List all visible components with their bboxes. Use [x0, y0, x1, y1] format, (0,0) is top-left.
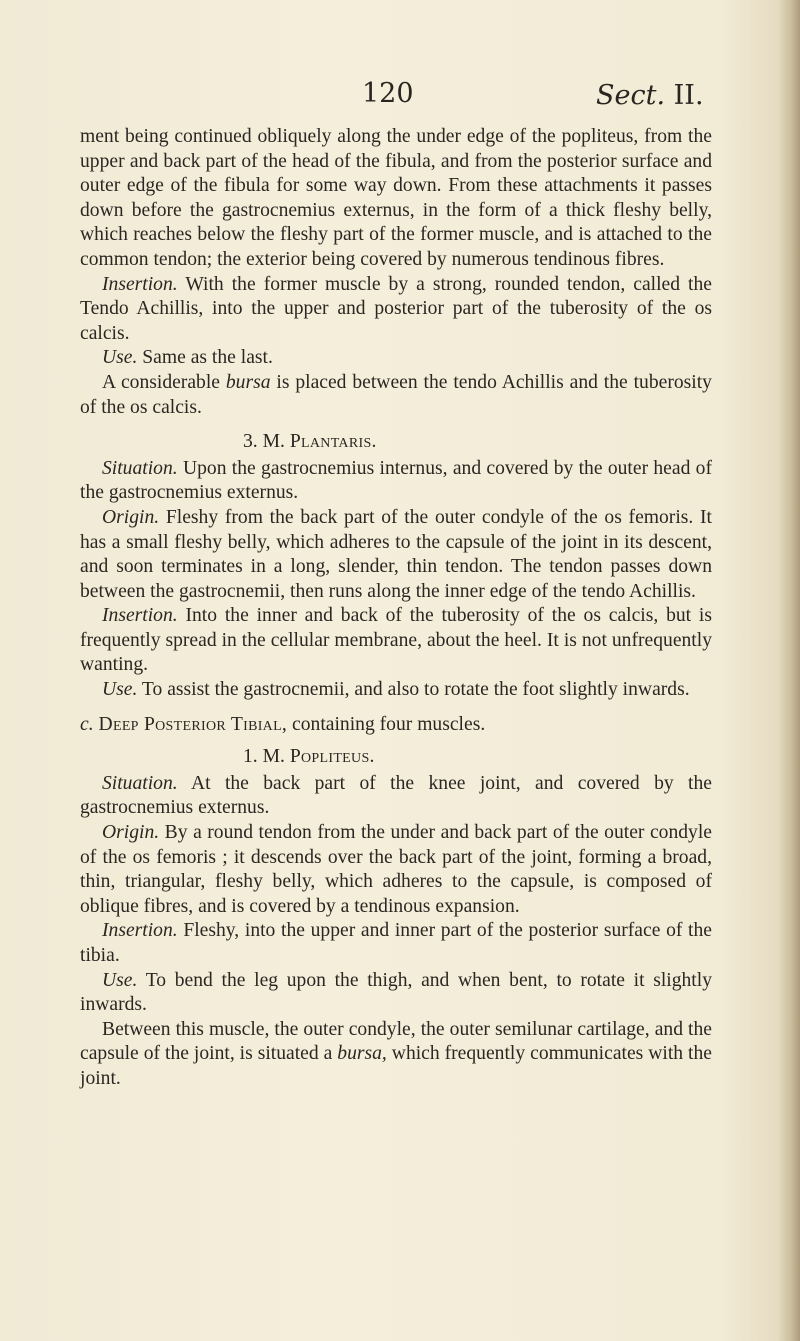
paragraph-insertion — [80, 604, 712, 678]
paragraph-insertion — [80, 919, 712, 968]
paragraph-label: Origin. — [102, 822, 160, 844]
paragraph-text: To assist the gastrocnemii, and also to rotate the foot slightly inwards. — [137, 679, 690, 701]
section-label — [596, 80, 704, 111]
muscle-heading-plantaris — [80, 430, 712, 455]
muscle-heading-popliteus — [80, 745, 712, 770]
running-header — [0, 78, 800, 118]
paragraph-origin — [80, 821, 712, 919]
paragraph-continuation — [80, 125, 712, 273]
page-number: 120 — [362, 78, 414, 109]
paragraph-bursa — [80, 1018, 712, 1092]
paragraph-text: Between this muscle, the outer condyle, the outer semilunar cartilage, and the capsule of the joint, is situated a — [80, 1018, 712, 1065]
paragraph-text: is placed between the tendo Achillis and the tuberosity of the os calcis. — [80, 371, 712, 418]
paragraph-text: Same as the last. — [137, 347, 273, 369]
paragraph-use — [80, 969, 712, 1018]
section-heading-deep-posterior-tibial — [80, 713, 712, 738]
paragraph-label: Situation. — [102, 772, 178, 794]
paragraph-origin — [80, 506, 712, 604]
paragraph-text: At the back part of the knee joint, and covered by the gastrocnemius externus. — [80, 772, 712, 819]
paragraph-use — [80, 678, 712, 703]
paragraph-text: By a round tendon from the under and back part of the outer condyle of the os femoris ; it descends over the back part of the joint, forming a broad, thin, triangular, fleshy belly, which adheres to the capsule, is composed of oblique fibres, and is covered by a tendinous expansion. — [80, 822, 712, 917]
heading-number: 1. M. — [243, 746, 285, 768]
paragraph-label: Insertion. — [102, 273, 178, 295]
paragraph-label: Use. — [102, 347, 138, 369]
page-edge-shadow — [778, 0, 800, 1341]
paragraph-text: ment being continued obliquely along the under edge of the popliteus, from the upper and back part of the head of the fibula, and from the posterior surface and outer edge of the fibula for some way down. From these attachments it passes down before the gastrocnemius externus, in the form of a thick fleshy belly, which reaches below the fleshy part of the former muscle, and is attached to the common tendon; the exterior being covered by numerous tendinous fibres. — [80, 126, 712, 270]
paragraph-text: Fleshy from the back part of the outer condyle of the os femoris. It has a small fleshy belly, which adheres to the capsule of the joint in its descent, and soon terminates in a long, slender, thin tendon. The tendon passes down between the gastrocnemii, then runs along the inner edge of the tendo Achillis. — [80, 506, 712, 602]
paragraph-label: Use. — [102, 969, 138, 991]
paragraph-text: Fleshy, into the upper and inner part of the posterior surface of the tibia. — [80, 920, 712, 966]
heading-name: Popliteus. — [289, 746, 375, 768]
paragraph-situation — [80, 772, 712, 821]
section-name: Deep Posterior Tibial, — [98, 713, 288, 735]
paragraph-label: Insertion. — [102, 920, 178, 942]
paragraph-text: Upon the gastrocnemius internus, and covered by the outer head of the gastrocnemius externus. — [80, 457, 712, 504]
paragraph-label: Insertion. — [102, 605, 178, 627]
paragraph-use — [80, 346, 712, 371]
paragraph-text: To bend the leg upon the thigh, and when bent, to rotate it slightly inwards. — [80, 969, 712, 1016]
paragraph-bursa — [80, 371, 712, 420]
paragraph-text: Into the inner and back of the tuberosity of the os calcis, but is frequently spread in the cellular membrane, about the heel. It is not unfrequently wanting. — [80, 605, 712, 676]
emphasis: bursa — [225, 371, 271, 393]
emphasis: bursa, — [337, 1043, 387, 1065]
section-letter: c. — [80, 713, 94, 735]
paragraph-text: A considerable — [102, 371, 226, 393]
heading-name: Plantaris. — [289, 431, 377, 453]
paragraph-label: Use. — [102, 679, 138, 701]
section-number: II. — [673, 80, 704, 111]
paragraph-situation — [80, 457, 712, 506]
body-text — [80, 125, 712, 1092]
paragraph-text: which frequently communicates with the joint. — [80, 1043, 712, 1089]
paragraph-label: Origin. — [102, 506, 160, 528]
paragraph-text: With the former muscle by a strong, rounded tendon, called the Tendo Achillis, into the upper and posterior part of the tuberosity of the os calcis. — [80, 273, 712, 344]
section-prefix: Sect. — [596, 80, 666, 111]
paragraph-insertion — [80, 273, 712, 347]
heading-number: 3. M. — [243, 431, 285, 453]
paragraph-label: Situation. — [102, 457, 178, 479]
section-rest: containing four muscles. — [287, 713, 486, 735]
